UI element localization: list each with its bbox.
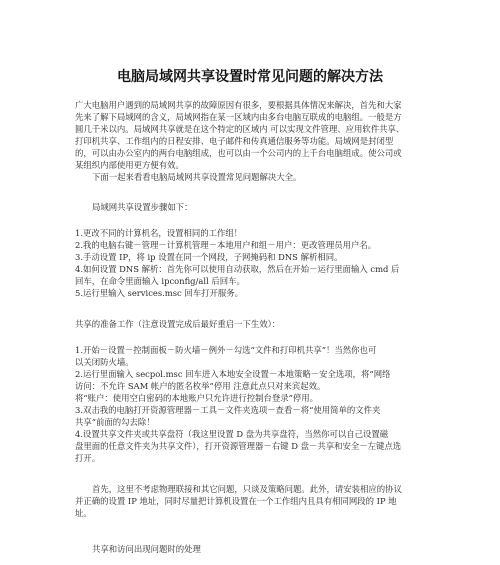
list-item: 打开。 bbox=[75, 453, 101, 463]
list-item: 访问：不允许 SAM 帐户的匿名枚举”停用 注意此点只对来宾起效。 bbox=[75, 381, 326, 391]
list-item: 以关闭防火墙。 bbox=[75, 357, 134, 367]
list-item: 1.开始－设置－控制面板－防火墙－例外－勾选“文件和打印机共享”！当然你也可 bbox=[75, 345, 377, 355]
list-item: 5.运行里输入 services.msc 回车打开服务。 bbox=[75, 288, 244, 298]
paragraph-line: 某组织内部使用更方便有效。 bbox=[75, 160, 184, 170]
list-item: 回车，在命令里面输入 ipconfig/all 后回车。 bbox=[75, 276, 245, 286]
list-item: 2.运行里面输入 secpol.msc 回车进入本地安全设置－本地策略－安全选项，将“网络 bbox=[75, 369, 391, 379]
section-heading: 共享的准备工作（注意设置完成后最好重启一下生效）： bbox=[75, 319, 281, 329]
section-heading: 共享和访问出现问题时的处理 bbox=[92, 544, 201, 554]
list-item: 4.如何设置 DNS 解析：首先你可以使用自动获取，然后在开始－运行里面输入 cmd 后 bbox=[75, 264, 400, 274]
paragraph-line: 广大电脑用户遇到的局域网共享的故障原因有很多，要根据具体情况来解决，首先和大家 bbox=[75, 100, 402, 110]
document-title: 电脑局域网共享设置时常见问题的解决方法 bbox=[117, 69, 383, 85]
list-item: 盘里面的任意文件夹为共享文件），打开资源管理器－右键 D 盘－共享和安全－左键点选 bbox=[75, 441, 402, 451]
list-item: 1.更改不同的计算机名，设置相同的工作组！ bbox=[75, 228, 243, 238]
paragraph-line: 址。 bbox=[75, 508, 92, 518]
list-item: 2.我的电脑右键－管理－计算机管理－本地用户和组－用户：更改管理员用户名。 bbox=[75, 240, 377, 250]
list-item: 4.设置共享文件夹或共享盘符（我这里设置 D 盘为共享盘符，当然你可以自己设置磁 bbox=[75, 429, 389, 439]
section-heading: 局域网共享设置步骤如下： bbox=[92, 202, 193, 212]
list-item: 3.手动设置 IP，将 ip 设置在同一个网段，子网掩码和 DNS 解析相同。 bbox=[75, 252, 343, 262]
paragraph-line: 打印机共享、工作组内的日程安排、电子邮件和传真通信服务等功能。局域网是封闭型 bbox=[75, 136, 394, 146]
paragraph-line: 下面一起来看看电脑局域网共享设置常见问题解决大全。 bbox=[92, 172, 302, 182]
list-item: 将“账户：使用空白密码的本地账户只允许进行控制台登录”停用。 bbox=[75, 393, 319, 403]
paragraph-line: 的，可以由办公室内的两台电脑组成，也可以由一个公司内的上千台电脑组成。使公司或 bbox=[75, 148, 402, 158]
paragraph-line: 先来了解下局域网的含义，局域网指在某一区域内由多台电脑互联成的电脑组。一般是方 bbox=[75, 112, 402, 122]
list-item: 共享”前面的勾去除！ bbox=[75, 417, 155, 427]
paragraph-line: 圆几千米以内。局域网共享就是在这个特定的区域内 可以实现文件管理、应用软件共享、 bbox=[75, 124, 405, 134]
list-item: 3.双击我的电脑打开资源管理器－工具－文件夹选项－查看－将“使用简单的文件夹 bbox=[75, 405, 381, 415]
paragraph-line: 并正确的设置 IP 地址，同时尽量把计算机设置在一个工作组内且具有相同网段的 IP 地 bbox=[75, 496, 397, 506]
paragraph-line: 首先，这里不考虑物理联接和其它问题，只谈及策略问题。此外，请安装相应的协议 bbox=[92, 484, 402, 494]
